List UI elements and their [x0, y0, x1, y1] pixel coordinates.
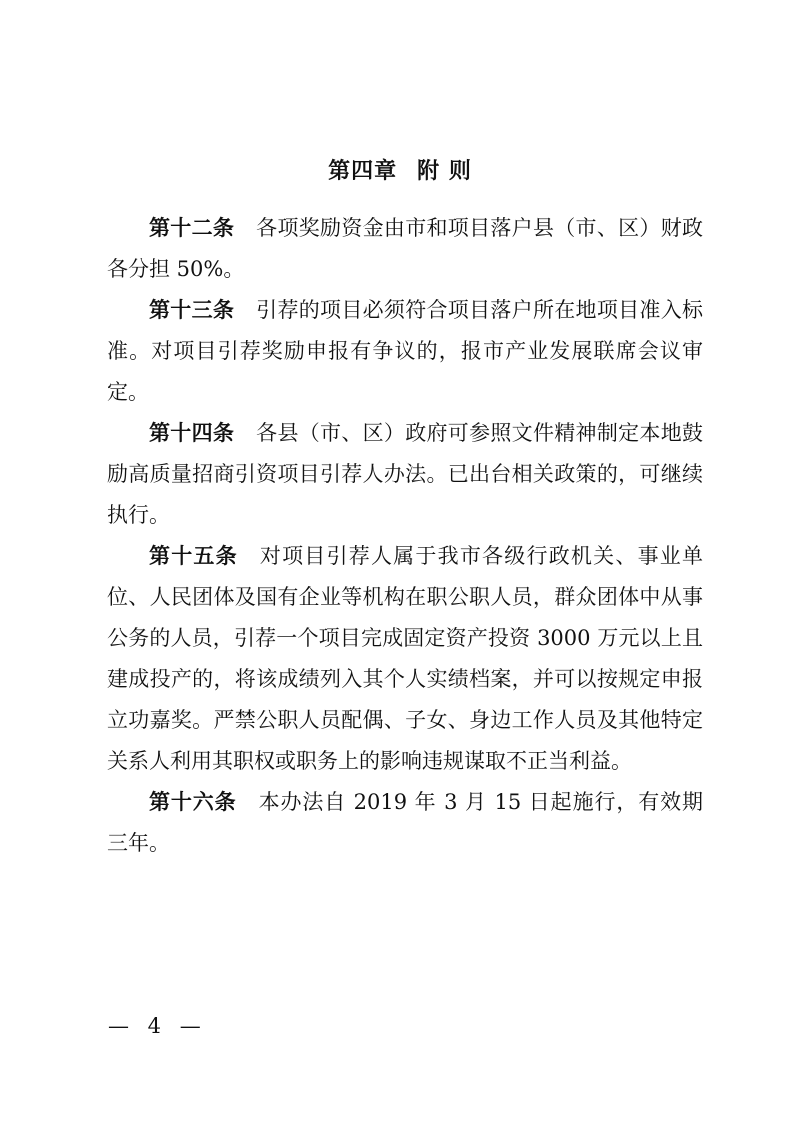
article-15 — [107, 536, 703, 782]
article-number: 第十二条 — [149, 216, 235, 240]
article-number: 第十六条 — [149, 790, 237, 814]
page-number: — 4 — — [108, 1014, 207, 1038]
article-16 — [107, 782, 703, 864]
article-text: 各项奖励资金由市和项目落户县（市、区）财政各分担 50%。 — [107, 216, 704, 281]
article-number: 第十三条 — [149, 298, 235, 322]
article-text: 本办法自 2019 年 3 月 15 日起施行，有效期三年。 — [107, 790, 704, 855]
article-number: 第十四条 — [149, 421, 235, 445]
article-text: 对项目引荐人属于我市各级行政机关、事业单位、人民团体及国有企业等机构在职公职人员，群众团体中从事公务的人员，引荐一个项目完成固定资产投资 3000 万元以上且建成投产的，将该成绩列入其个人实绩档案，并可以按规定申报立功嘉奖。严禁公职人员配偶、子女、身边工作人员及其他特定关系人利用其职权或职务上的影响违规谋取不正当利益。 — [107, 544, 704, 773]
chapter-name: 附 则 — [417, 159, 472, 184]
article-number: 第十五条 — [149, 544, 238, 568]
article-text: 引荐的项目必须符合项目落户所在地项目准入标准。对项目引荐奖励申报有争议的，报市产业发展联席会议审定。 — [107, 298, 704, 404]
chapter-title — [0, 154, 800, 185]
article-text: 各县（市、区）政府可参照文件精神制定本地鼓励高质量招商引资项目引荐人办法。已出台相关政策的，可继续执行。 — [107, 421, 704, 527]
chapter-number: 第四章 — [328, 159, 398, 184]
article-13 — [107, 290, 703, 413]
document-body — [107, 208, 703, 864]
article-12 — [107, 208, 703, 290]
article-14 — [107, 413, 703, 536]
